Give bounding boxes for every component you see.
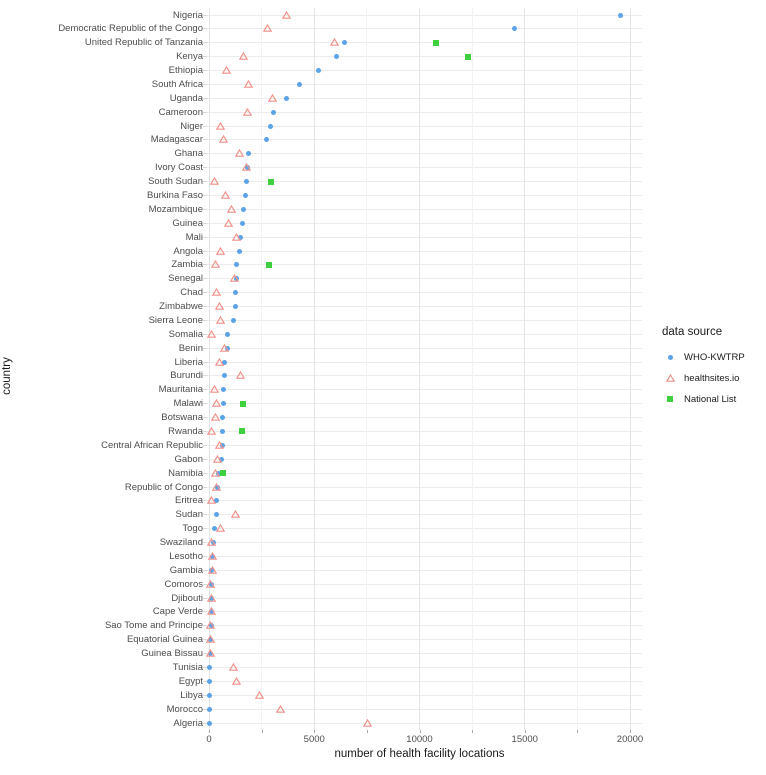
marker-who-kwtrp bbox=[271, 110, 276, 115]
major-gridline bbox=[419, 8, 420, 730]
y-axis-tick bbox=[203, 126, 207, 127]
legend-label: WHO-KWTRP bbox=[684, 351, 745, 363]
marker-healthsites-io bbox=[216, 524, 225, 532]
y-axis-tick bbox=[203, 139, 207, 140]
marker-healthsites-io bbox=[206, 649, 215, 657]
country-tick-label: Zambia bbox=[171, 259, 203, 271]
marker-healthsites-io bbox=[215, 358, 224, 366]
y-axis-tick bbox=[203, 181, 207, 182]
y-axis-tick bbox=[203, 362, 207, 363]
marker-healthsites-io bbox=[207, 330, 216, 338]
marker-who-kwtrp bbox=[214, 512, 219, 517]
y-axis-tick bbox=[203, 28, 207, 29]
marker-healthsites-io bbox=[242, 163, 251, 171]
y-axis-tick bbox=[203, 167, 207, 168]
marker-national-list bbox=[239, 428, 245, 434]
country-tick-label: South Africa bbox=[151, 78, 203, 90]
marker-who-kwtrp bbox=[220, 415, 225, 420]
marker-who-kwtrp bbox=[334, 54, 339, 59]
marker-who-kwtrp bbox=[284, 96, 289, 101]
country-tick-label: Sao Tome and Principe bbox=[104, 620, 203, 632]
country-tick-label: Zimbabwe bbox=[159, 301, 203, 313]
marker-healthsites-io bbox=[330, 38, 339, 46]
y-axis-tick bbox=[203, 570, 207, 571]
country-tick-label: Somalia bbox=[168, 328, 203, 340]
marker-healthsites-io bbox=[268, 94, 277, 102]
marker-national-list bbox=[220, 470, 226, 476]
marker-healthsites-io bbox=[212, 483, 221, 491]
y-axis-tick bbox=[203, 528, 207, 529]
marker-healthsites-io bbox=[207, 496, 216, 504]
country-tick-label: Botswana bbox=[161, 412, 203, 424]
country-tick-label: Angola bbox=[173, 245, 203, 257]
country-tick-label: Mali bbox=[185, 231, 203, 243]
x-tick-label: 20000 bbox=[616, 734, 644, 745]
marker-healthsites-io bbox=[211, 413, 220, 421]
marker-healthsites-io bbox=[239, 52, 248, 60]
marker-healthsites-io bbox=[210, 385, 219, 393]
y-axis-tick bbox=[203, 417, 207, 418]
marker-healthsites-io bbox=[219, 135, 228, 143]
marker-who-kwtrp bbox=[241, 207, 246, 212]
y-axis-tick bbox=[203, 320, 207, 321]
y-axis-tick bbox=[203, 209, 207, 210]
country-tick-label: Cameroon bbox=[158, 106, 203, 118]
y-axis-tick bbox=[203, 98, 207, 99]
marker-healthsites-io bbox=[229, 663, 238, 671]
country-tick-label: Tunisia bbox=[172, 661, 203, 673]
marker-healthsites-io bbox=[244, 80, 253, 88]
marker-who-kwtrp bbox=[207, 693, 212, 698]
marker-who-kwtrp bbox=[233, 304, 238, 309]
marker-who-kwtrp bbox=[221, 401, 226, 406]
country-tick-label: Egypt bbox=[178, 675, 203, 687]
y-axis-tick bbox=[203, 15, 207, 16]
y-axis-tick bbox=[203, 223, 207, 224]
marker-who-kwtrp bbox=[316, 68, 321, 73]
marker-who-kwtrp bbox=[207, 679, 212, 684]
x-tick-label: 10000 bbox=[406, 734, 433, 745]
marker-healthsites-io bbox=[231, 510, 240, 518]
marker-healthsites-io bbox=[230, 274, 239, 282]
y-axis-tick bbox=[203, 348, 207, 349]
country-tick-label: Liberia bbox=[174, 356, 203, 368]
x-axis-tick bbox=[209, 730, 210, 733]
marker-who-kwtrp bbox=[512, 26, 517, 31]
legend-label: healthsites.io bbox=[684, 372, 740, 384]
marker-who-kwtrp bbox=[342, 40, 347, 45]
country-tick-label: Kenya bbox=[176, 51, 203, 63]
legend-item-national-list bbox=[662, 392, 764, 406]
marker-healthsites-io bbox=[215, 441, 224, 449]
y-axis-tick bbox=[203, 556, 207, 557]
minor-gridline bbox=[577, 8, 578, 730]
marker-who-kwtrp bbox=[234, 262, 239, 267]
country-tick-label: Madagascar bbox=[150, 134, 203, 146]
marker-who-kwtrp bbox=[207, 665, 212, 670]
x-axis-tick bbox=[262, 730, 263, 733]
marker-healthsites-io bbox=[216, 122, 225, 130]
y-axis-tick bbox=[203, 514, 207, 515]
marker-who-kwtrp bbox=[231, 318, 236, 323]
marker-healthsites-io bbox=[236, 371, 245, 379]
marker-healthsites-io bbox=[255, 691, 264, 699]
x-tick-label: 0 bbox=[206, 734, 212, 745]
country-tick-label: Burkina Faso bbox=[147, 189, 203, 201]
y-axis-tick bbox=[203, 195, 207, 196]
triangle-icon bbox=[666, 374, 675, 382]
marker-healthsites-io bbox=[206, 580, 215, 588]
marker-healthsites-io bbox=[232, 677, 241, 685]
marker-healthsites-io bbox=[232, 233, 241, 241]
marker-who-kwtrp bbox=[207, 721, 212, 726]
country-tick-label: Cape Verde bbox=[152, 606, 203, 618]
country-tick-label: Togo bbox=[182, 523, 203, 535]
y-axis-tick bbox=[203, 153, 207, 154]
country-tick-label: Republic of Congo bbox=[124, 481, 203, 493]
country-tick-label: Namibia bbox=[168, 467, 203, 479]
marker-healthsites-io bbox=[216, 247, 225, 255]
country-tick-label: Ghana bbox=[174, 148, 203, 160]
marker-who-kwtrp bbox=[264, 137, 269, 142]
country-tick-label: Gabon bbox=[174, 453, 203, 465]
y-axis-tick bbox=[203, 237, 207, 238]
x-axis-tick bbox=[367, 730, 368, 733]
marker-healthsites-io bbox=[206, 635, 215, 643]
marker-healthsites-io bbox=[213, 455, 222, 463]
marker-healthsites-io bbox=[222, 66, 231, 74]
country-tick-label: Mauritania bbox=[158, 384, 203, 396]
major-gridline bbox=[524, 8, 525, 730]
marker-who-kwtrp bbox=[240, 221, 245, 226]
country-tick-label: Morocco bbox=[166, 703, 203, 715]
marker-who-kwtrp bbox=[220, 429, 225, 434]
major-gridline bbox=[314, 8, 315, 730]
country-tick-label: Equatorial Guinea bbox=[126, 634, 203, 646]
marker-healthsites-io bbox=[210, 177, 219, 185]
country-tick-label: Guinea bbox=[172, 217, 203, 229]
marker-healthsites-io bbox=[212, 288, 221, 296]
marker-national-list bbox=[266, 262, 272, 268]
marker-healthsites-io bbox=[208, 552, 217, 560]
marker-healthsites-io bbox=[227, 205, 236, 213]
country-tick-label: Algeria bbox=[173, 717, 203, 729]
marker-who-kwtrp bbox=[207, 707, 212, 712]
marker-national-list bbox=[465, 54, 471, 60]
marker-who-kwtrp bbox=[225, 332, 230, 337]
country-tick-label: Rwanda bbox=[168, 425, 203, 437]
country-tick-label: Benin bbox=[178, 342, 203, 354]
minor-gridline bbox=[261, 8, 262, 730]
square-marker-icon bbox=[662, 396, 678, 402]
marker-healthsites-io bbox=[263, 24, 272, 32]
country-tick-label: Sudan bbox=[175, 509, 203, 521]
marker-who-kwtrp bbox=[297, 82, 302, 87]
marker-healthsites-io bbox=[243, 108, 252, 116]
marker-who-kwtrp bbox=[618, 13, 623, 18]
country-tick-label: Democratic Republic of the Congo bbox=[58, 23, 203, 35]
country-tick-label: Swaziland bbox=[159, 537, 203, 549]
major-gridline bbox=[630, 8, 631, 730]
x-tick-label: 5000 bbox=[303, 734, 325, 745]
y-axis-tick bbox=[203, 251, 207, 252]
y-axis-tick bbox=[203, 112, 207, 113]
country-tick-label: Lesotho bbox=[169, 550, 203, 562]
y-axis-tick bbox=[203, 56, 207, 57]
country-tick-label: Libya bbox=[180, 689, 203, 701]
x-axis-tick bbox=[525, 730, 526, 733]
marker-national-list bbox=[268, 179, 274, 185]
y-axis-tick bbox=[203, 473, 207, 474]
country-tick-label: United Republic of Tanzania bbox=[84, 37, 203, 49]
marker-healthsites-io bbox=[207, 607, 216, 615]
y-axis-tick bbox=[203, 306, 207, 307]
y-axis-tick bbox=[203, 487, 207, 488]
country-tick-label: Gambia bbox=[169, 564, 203, 576]
legend-item-who-kwtrp bbox=[662, 350, 764, 364]
x-axis-tick bbox=[314, 730, 315, 733]
country-tick-label: Ivory Coast bbox=[154, 162, 203, 174]
marker-who-kwtrp bbox=[246, 151, 251, 156]
marker-who-kwtrp bbox=[244, 179, 249, 184]
marker-healthsites-io bbox=[282, 11, 291, 19]
country-tick-label: Djibouti bbox=[171, 592, 203, 604]
country-tick-label: Chad bbox=[180, 287, 203, 299]
y-axis-tick bbox=[203, 264, 207, 265]
country-tick-label: Mozambique bbox=[148, 203, 203, 215]
x-axis-tick bbox=[472, 730, 473, 733]
y-axis-tick bbox=[203, 403, 207, 404]
minor-gridline bbox=[366, 8, 367, 730]
triangle-marker-icon bbox=[662, 374, 678, 382]
country-tick-label: Nigeria bbox=[172, 9, 203, 21]
x-axis-tick bbox=[577, 730, 578, 733]
country-tick-label: Malawi bbox=[173, 398, 203, 410]
marker-who-kwtrp bbox=[221, 387, 226, 392]
marker-healthsites-io bbox=[207, 427, 216, 435]
y-axis-tick bbox=[203, 278, 207, 279]
marker-healthsites-io bbox=[207, 538, 216, 546]
marker-healthsites-io bbox=[211, 469, 220, 477]
country-tick-label: Uganda bbox=[169, 92, 203, 104]
marker-healthsites-io bbox=[221, 191, 230, 199]
circle-marker-icon bbox=[662, 355, 678, 360]
marker-national-list bbox=[240, 401, 246, 407]
x-axis-tick bbox=[630, 730, 631, 733]
legend bbox=[662, 326, 764, 413]
country-tick-label: Senegal bbox=[168, 273, 203, 285]
x-axis-tick bbox=[420, 730, 421, 733]
y-axis-tick bbox=[203, 445, 207, 446]
country-tick-label: Burundi bbox=[170, 370, 203, 382]
y-axis-tick bbox=[203, 84, 207, 85]
marker-national-list bbox=[433, 40, 439, 46]
marker-healthsites-io bbox=[211, 260, 220, 268]
marker-healthsites-io bbox=[207, 594, 216, 602]
x-tick-label: 15000 bbox=[511, 734, 538, 745]
marker-healthsites-io bbox=[206, 621, 215, 629]
marker-who-kwtrp bbox=[233, 290, 238, 295]
marker-healthsites-io bbox=[224, 219, 233, 227]
marker-healthsites-io bbox=[212, 399, 221, 407]
marker-who-kwtrp bbox=[237, 249, 242, 254]
country-tick-label: Central African Republic bbox=[101, 439, 203, 451]
y-axis-tick bbox=[203, 70, 207, 71]
marker-healthsites-io bbox=[235, 149, 244, 157]
country-tick-label: Niger bbox=[180, 120, 203, 132]
country-tick-label: Guinea Bissau bbox=[141, 648, 203, 660]
marker-healthsites-io bbox=[220, 344, 229, 352]
minor-gridline bbox=[472, 8, 473, 730]
y-axis-tick bbox=[203, 459, 207, 460]
country-tick-label: Ethiopia bbox=[168, 65, 203, 77]
marker-who-kwtrp bbox=[222, 373, 227, 378]
marker-healthsites-io bbox=[208, 566, 217, 574]
legend-label: National List bbox=[684, 393, 737, 405]
country-tick-label: South Sudan bbox=[148, 176, 203, 188]
marker-healthsites-io bbox=[215, 302, 224, 310]
legend-title: data source bbox=[662, 326, 723, 338]
country-tick-label: Sierra Leone bbox=[148, 314, 203, 326]
marker-who-kwtrp bbox=[243, 193, 248, 198]
legend-item-healthsites-io bbox=[662, 371, 764, 385]
x-axis-title: number of health facility locations bbox=[334, 748, 505, 760]
marker-healthsites-io bbox=[363, 719, 372, 727]
country-tick-label: Eritrea bbox=[175, 495, 203, 507]
marker-who-kwtrp bbox=[268, 124, 273, 129]
y-axis-tick bbox=[203, 42, 207, 43]
y-axis-tick bbox=[203, 389, 207, 390]
marker-healthsites-io bbox=[276, 705, 285, 713]
y-axis-tick bbox=[203, 375, 207, 376]
y-axis-tick bbox=[203, 292, 207, 293]
y-axis-title: country bbox=[1, 357, 13, 395]
marker-healthsites-io bbox=[216, 316, 225, 324]
country-tick-label: Comoros bbox=[164, 578, 203, 590]
